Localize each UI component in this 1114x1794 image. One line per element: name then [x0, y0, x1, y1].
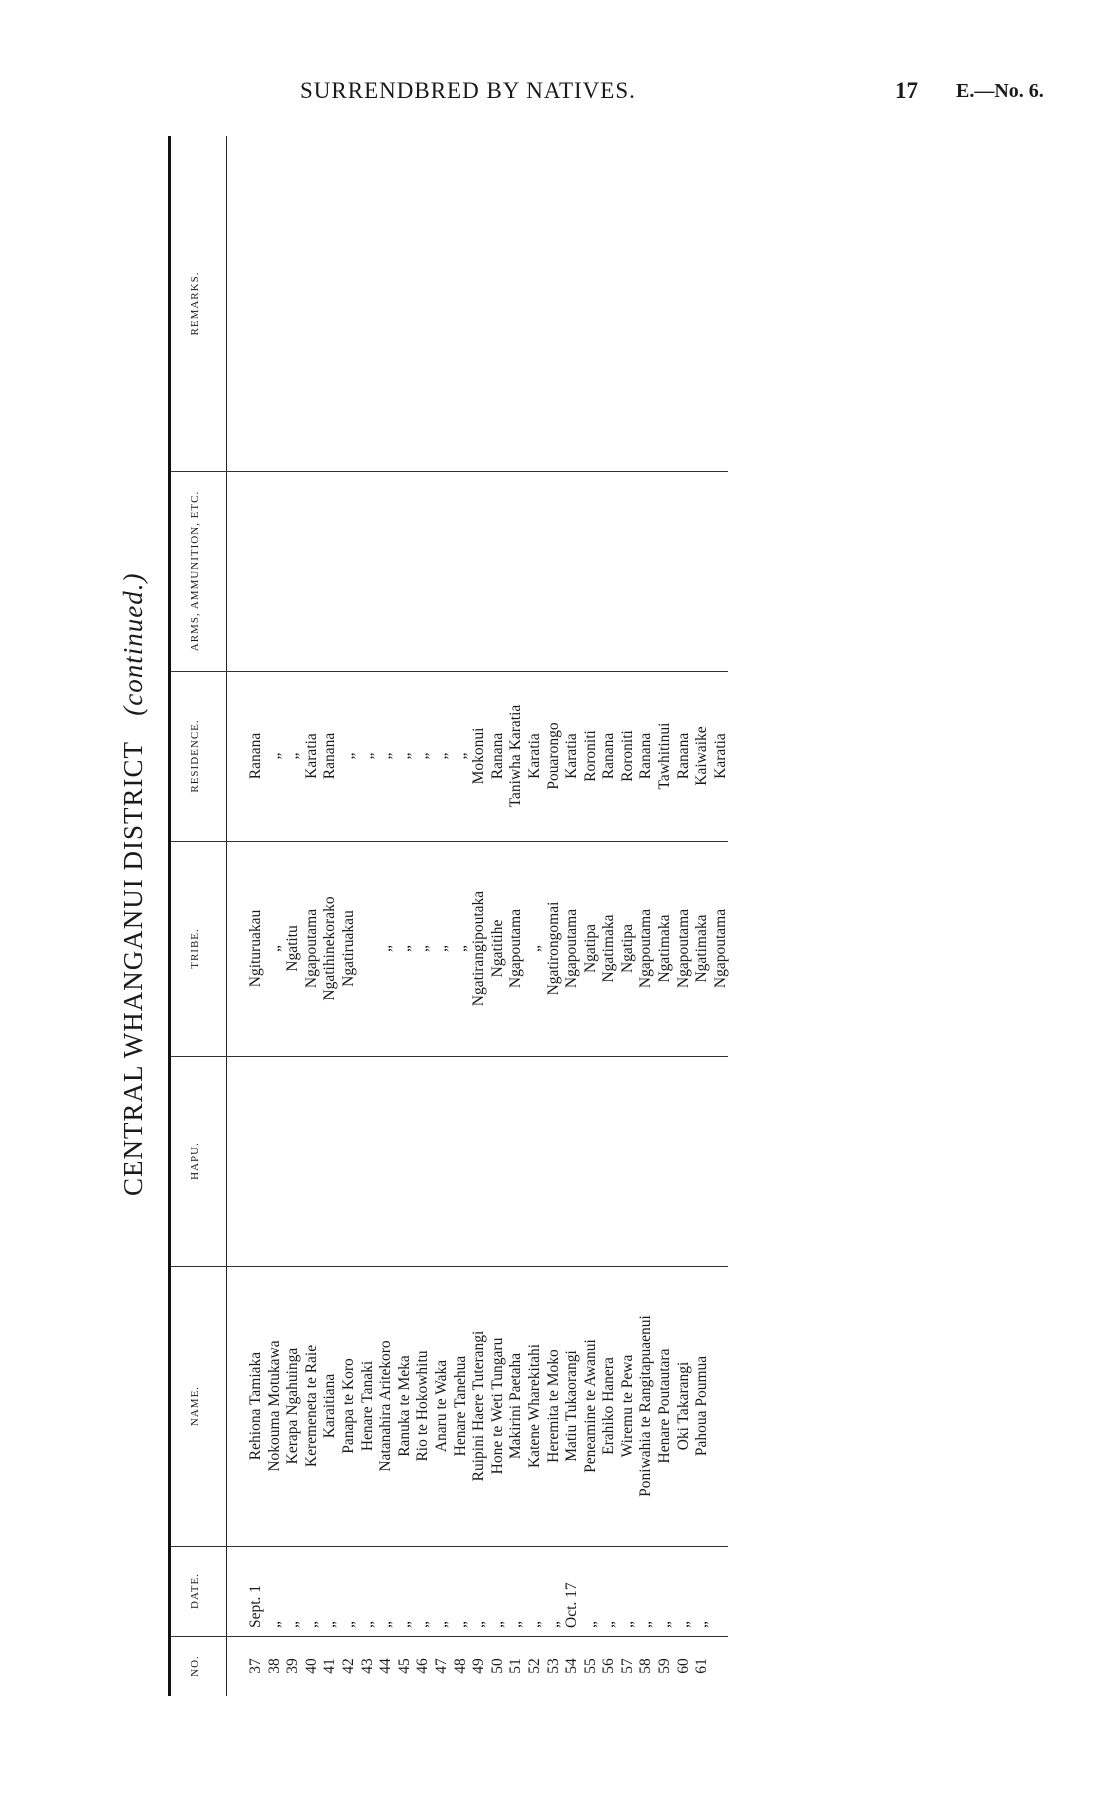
table-cell-date: „ [600, 1621, 618, 1628]
table-cell-no: 52 [525, 1658, 543, 1674]
column-cells-date [247, 1546, 730, 1636]
table-cell-date: „ [544, 1621, 562, 1628]
table-cell-date: Oct. 17 [563, 1582, 581, 1628]
table-cell-tribe [359, 841, 378, 1056]
table-cell-residence: Karatia [711, 733, 729, 779]
table-cell-date: „ [339, 1621, 357, 1628]
column-residence [171, 671, 728, 841]
column-divider [171, 671, 728, 672]
table-title: CENTRAL WHANGANUI DISTRICT [118, 741, 148, 1196]
table-cell-date: „ [525, 1621, 543, 1628]
table-cell-no: 42 [339, 1658, 357, 1674]
table-cell-no: 60 [674, 1658, 692, 1674]
table-cell-no: 44 [377, 1658, 395, 1674]
table-cell-date: „ [693, 1621, 711, 1628]
table-cell-name: Ranuka te Meka [395, 1355, 413, 1457]
column-divider [171, 1056, 728, 1057]
table-cell-no: 38 [265, 1658, 283, 1674]
table-cell-date: „ [395, 1621, 413, 1628]
column-divider [171, 1636, 728, 1637]
column-name [171, 1266, 728, 1546]
table-cell-tribe: Ngapoutama [711, 908, 729, 989]
table-cell-tribe: Ngatipa [618, 923, 636, 974]
table-cell-name: Kerapa Ngahuinga [284, 1347, 302, 1465]
table-cell-no: 55 [581, 1658, 599, 1674]
table-cell-residence: Karatia [563, 733, 581, 779]
table-cell-name: Henare Tanaki [358, 1360, 376, 1452]
table-title-bar [108, 136, 168, 1696]
table-cell-residence: Ranana [321, 732, 339, 780]
table-cell-no: 45 [395, 1658, 413, 1674]
column-cells-name [247, 1266, 730, 1546]
table-cell-name: Natanahira Aritekoro [377, 1340, 395, 1472]
table-cell-residence: „ [377, 752, 395, 760]
table-cell-date: „ [656, 1621, 674, 1628]
table-cell-residence: Ranana [637, 732, 655, 780]
table-cell-tribe: Ngatihinekorako [321, 896, 339, 1001]
column-date [171, 1546, 728, 1636]
table-cell-name: Heremita te Moko [544, 1349, 562, 1463]
table-cell-date [712, 1546, 731, 1636]
table-cell-tribe: Ngatitihe [488, 919, 506, 978]
table-cell-tribe: Ngapoutama [563, 908, 581, 989]
column-header-hapu: HAPU. [189, 1142, 201, 1180]
rotated-table-sheet [108, 136, 729, 1696]
table-cell-residence: „ [358, 752, 376, 760]
table-cell-tribe: Ngatiruakau [339, 910, 357, 987]
table-cell-no: 41 [321, 1658, 339, 1674]
table-title-wrap [118, 573, 149, 1196]
table-cell-no: 48 [451, 1658, 469, 1674]
table-cell-name: Makirini Paetaha [507, 1352, 525, 1460]
table-cell-date: „ [507, 1621, 525, 1628]
table-cell-name [712, 1266, 731, 1546]
table-cell-date: „ [674, 1621, 692, 1628]
table-cell-tribe: Ngatirangipoutaka [470, 890, 488, 1007]
table-cell-date: „ [414, 1621, 432, 1628]
page-number: 17 [895, 78, 918, 103]
table-title-suffix: (continued.) [118, 572, 148, 716]
table-cell-residence: „ [395, 752, 413, 760]
table-cell-tribe: „ [451, 945, 469, 952]
column-divider [171, 1266, 728, 1267]
column-remarks [171, 136, 728, 471]
table-cell-name: Poniwahia te Rangitapuaenui [637, 1315, 655, 1497]
table-cell-date: „ [618, 1621, 636, 1628]
column-cells-no [247, 1636, 730, 1696]
table-cell-tribe: „ [265, 945, 283, 952]
table-cell-no: 58 [637, 1658, 655, 1674]
column-hapu [171, 1056, 728, 1266]
column-header-tribe: TRIBE. [189, 928, 201, 969]
table-cell-name: Henare Tanehua [451, 1355, 469, 1457]
table-cell-tribe: „ [432, 945, 450, 952]
table-cell-date: „ [377, 1621, 395, 1628]
document-reference: E.—No. 6. [956, 80, 1044, 102]
column-divider [171, 1546, 728, 1547]
table-cell-residence: Ranana [674, 732, 692, 780]
table-cell-date: „ [358, 1621, 376, 1628]
table-cell-no: 59 [656, 1658, 674, 1674]
column-cells-residence [247, 671, 730, 841]
table-cell-name: Erahiko Hanera [600, 1357, 618, 1455]
column-header-remarks: REMARKS. [189, 271, 201, 336]
table-cell-tribe: „ [525, 945, 543, 952]
table-cell-name: Peneamine te Awanui [581, 1339, 599, 1473]
column-no [171, 1636, 728, 1696]
table-cell-name: Hone te Weti Tungaru [488, 1337, 506, 1475]
table-cell-no: 57 [618, 1658, 636, 1674]
table-cell-no: 53 [544, 1658, 562, 1674]
table-cell-date: Sept. 1 [247, 1584, 264, 1628]
column-arms [171, 471, 728, 671]
column-cells-tribe [247, 841, 730, 1056]
column-divider [171, 841, 728, 842]
table-cell-residence: „ [339, 752, 357, 760]
table-cell-tribe: „ [414, 945, 432, 952]
table-cell-name: Henare Poutautara [656, 1348, 674, 1464]
table-cell-residence: Karatia [525, 733, 543, 779]
table-cell-residence: „ [414, 752, 432, 760]
table-cell-residence: Kaiwaike [693, 726, 711, 786]
table-cell-name: Nokouma Motukawa [265, 1340, 283, 1472]
table-cell-date: „ [265, 1621, 283, 1628]
column-header-name: NAME. [189, 1385, 201, 1427]
table-cell-no: 37 [247, 1658, 264, 1674]
table-cell-name: Katene Wharekitahi [525, 1343, 543, 1469]
table-cell-name: Karaitiana [321, 1373, 339, 1439]
table-cell-no: 40 [302, 1658, 320, 1674]
table-cell-residence: Taniwha Karatia [507, 704, 525, 808]
table-cell-date: „ [302, 1621, 320, 1628]
table-cell-no: 49 [470, 1658, 488, 1674]
column-header-arms: ARMS, AMMUNITION, ETC. [189, 490, 201, 652]
table-cell-no: 61 [693, 1658, 711, 1674]
table-cell-residence: Ranana [247, 732, 264, 780]
table-cell-date: „ [284, 1621, 302, 1628]
table-cell-tribe: Ngapoutama [637, 908, 655, 989]
table-cell-residence: Ranana [488, 732, 506, 780]
table-cell-tribe: Ngatimaka [656, 914, 674, 983]
table-cell-date: „ [432, 1621, 450, 1628]
table-cell-no: 43 [358, 1658, 376, 1674]
table-cell-name: Ruipini Haere Tuterangi [470, 1330, 488, 1482]
table-cell-residence: „ [432, 752, 450, 760]
table-cell-name: Panapa te Koro [339, 1358, 357, 1454]
table-cell-residence: „ [265, 752, 283, 760]
table-cell-tribe: Ngapoutama [674, 908, 692, 989]
table-cell-name: Pahoua Poumua [693, 1355, 711, 1457]
table-cell-no: 51 [507, 1658, 525, 1674]
table-cell-residence: Tawhitinui [656, 722, 674, 790]
table-cell-name: Rio te Hokowhitu [414, 1350, 432, 1462]
column-header-date: DATE. [189, 1573, 201, 1609]
table-cell-date: „ [581, 1621, 599, 1628]
table-cell-name: Keremeneta te Raie [302, 1344, 320, 1468]
table-cell-no: 54 [563, 1658, 581, 1674]
column-tribe [171, 841, 728, 1056]
table-cell-tribe: Ngatirongomai [544, 901, 562, 996]
running-title: SURRENDBRED BY NATIVES. [300, 78, 636, 103]
table-cell-residence: Karatia [302, 733, 320, 779]
table-cell-tribe: „ [395, 945, 413, 952]
table-cell-date: „ [637, 1621, 655, 1628]
table-cell-name: Rehiona Tamiaka [247, 1351, 264, 1461]
page-header [0, 78, 1114, 118]
table-cell-tribe: Ngapoutama [507, 908, 525, 989]
table-cell-tribe: Ngatimaka [600, 914, 618, 983]
table-cell-tribe: Ngatipa [581, 923, 599, 974]
surrender-table [168, 136, 728, 1696]
table-cell-name: Wiremu te Pewa [618, 1354, 636, 1458]
table-cell-name: Oki Takarangi [674, 1361, 692, 1451]
table-cell-date: „ [470, 1621, 488, 1628]
table-cell-residence: „ [284, 752, 302, 760]
table-cell-tribe: Ngituruakau [247, 909, 264, 988]
table-cell-tribe: Ngatimaka [693, 914, 711, 983]
column-divider [171, 471, 728, 472]
table-cell-residence: Roroniti [581, 730, 599, 782]
table-cell-residence: Roroniti [618, 730, 636, 782]
table-cell-no: 46 [414, 1658, 432, 1674]
table-cell-tribe: „ [377, 945, 395, 952]
table-cell-residence: Pouarongo [544, 722, 562, 790]
table-cell-date: „ [321, 1621, 339, 1628]
table-cell-tribe: Ngapoutama [302, 908, 320, 989]
table-cell-date: „ [451, 1621, 469, 1628]
table-cell-tribe: Ngatitu [284, 925, 302, 972]
table-cell-residence: Mokonui [470, 727, 488, 785]
table-cell-no [712, 1636, 731, 1696]
column-header-no: NO. [189, 1655, 201, 1677]
table-cell-residence: Ranana [600, 732, 618, 780]
table-cell-no: 56 [600, 1658, 618, 1674]
table-cell-name: Matiu Tukaorangi [563, 1350, 581, 1462]
table-cell-no: 47 [432, 1658, 450, 1674]
table-cell-no: 39 [284, 1658, 302, 1674]
column-header-residence: RESIDENCE. [189, 719, 201, 793]
table-cell-no: 50 [488, 1658, 506, 1674]
table-cell-date: „ [488, 1621, 506, 1628]
table-cell-residence: „ [451, 752, 469, 760]
table-cell-name: Anaru te Waka [432, 1359, 450, 1453]
